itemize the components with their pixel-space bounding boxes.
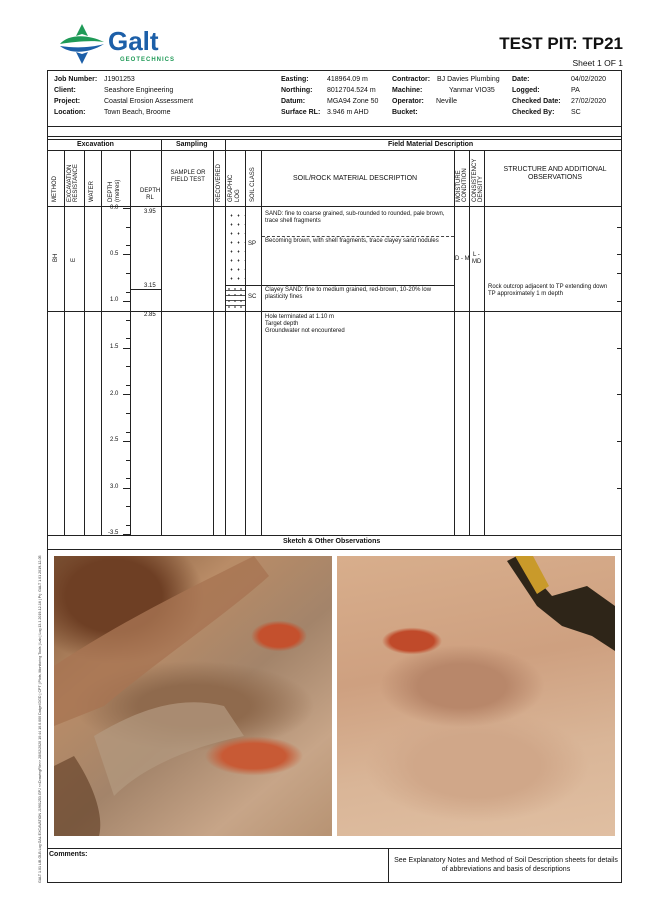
termination-note: Groundwater not encountered [265, 328, 345, 334]
easting-label: Easting: [281, 76, 309, 83]
col-moisture: MOISTURE CONDITION [456, 168, 468, 202]
machine: Yanmar VIO35 [449, 87, 495, 94]
col-resistance: EXCAVATION RESISTANCE [67, 164, 79, 202]
surface-rl: 3.946 m AHD [327, 109, 369, 116]
galt-logo-icon [58, 22, 106, 66]
checked-by: SC [571, 109, 581, 116]
side-print-info: GALT 1.01 LIB.GLB Log GAL EXCAVATION J1901253.GPJ <<DrawingFile>> 28/02/2020 10:44 10.0.000 Datgel DGD | CPT | Plots, Monitoring Tools | Lab | Log 13.1 2019-12-16 | Prj: GALT 1.01 2019-12-05 [38, 555, 42, 883]
col-structure: STRUCTURE AND ADDITIONAL OBSERVATIONS [503, 166, 607, 181]
col-consistency: CONSISTENCY DENSITY [472, 158, 484, 202]
depth-tick-label: 2.5 [110, 437, 119, 443]
galt-logo-text: Galt [108, 26, 159, 56]
datum: MGA94 Zone 50 [327, 98, 379, 105]
checked-date-label: Checked Date: [512, 98, 561, 105]
comments-label: Comments: [49, 851, 88, 858]
site-photo-2 [337, 556, 615, 836]
location: Town Beach, Broome [104, 109, 171, 116]
surface-rl-label: Surface RL: [281, 109, 321, 116]
col-soil-class: SOIL CLASS [250, 167, 256, 202]
soil-class-sp: SP [248, 241, 257, 247]
depth-tick-label: 0.0 [110, 205, 119, 211]
photo-rock-ledge-icon [54, 556, 332, 836]
resistance-value: E [71, 257, 77, 262]
depth-tick-label: 0.5 [110, 251, 119, 257]
col-depth-metres: DEPTH (metres) [108, 179, 121, 202]
operator-label: Operator: [392, 98, 424, 105]
machine-label: Machine: [392, 87, 423, 94]
operator: Neville [436, 98, 458, 105]
moisture-value: D - M [455, 256, 470, 262]
soil-description: Clayey SAND: fine to medium grained, red-brown, 10-20% low plasticity fines [265, 287, 432, 300]
consistency-value: MD [472, 259, 482, 265]
col-depth-rl: DEPTH RL [140, 188, 161, 201]
depth-tick-label: 3.0 [110, 484, 119, 490]
project: Coastal Erosion Assessment [104, 98, 194, 105]
site-photo-1 [54, 556, 332, 836]
checked-date: 27/02/2020 [571, 98, 607, 105]
depth-tick-label: 1.0 [110, 297, 119, 303]
location-label: Location: [54, 109, 86, 116]
structure-observation: Rock outcrop adjacent to TP extending down TP approximately 1 m depth [488, 284, 608, 297]
checked-by-label: Checked By: [512, 109, 555, 116]
contractor-label: Contractor: [392, 76, 431, 83]
logged-label: Logged: [512, 87, 540, 94]
excavator-bucket-icon [337, 556, 615, 836]
contractor: BJ Davies Plumbing [437, 76, 500, 83]
col-method: METHOD [52, 176, 58, 202]
rl-value: 3.95 [144, 209, 156, 215]
termination-note: Hole terminated at 1.10 m [265, 314, 335, 320]
header-sampling: Sampling [176, 141, 208, 148]
job-number-label: Job Number: [54, 76, 98, 83]
graphic-log-sand [226, 208, 245, 285]
soil-description: Becoming brown, with shell fragments, trace clayey sand nodules [265, 238, 439, 244]
page-title: TEST PIT: TP21 [499, 34, 623, 53]
col-sample: SAMPLE OR FIELD TEST [170, 170, 206, 183]
project-label: Project: [54, 98, 81, 105]
header-excavation: Excavation [77, 141, 114, 148]
bucket-label: Bucket: [392, 109, 418, 116]
client-label: Client: [54, 87, 76, 94]
col-graphic-log: GRAPHIC LOG [228, 174, 241, 202]
soil-class-sc: SC [248, 294, 257, 300]
depth-tick-label: 1.5 [110, 344, 119, 350]
consistency-value: L - [473, 252, 480, 258]
easting: 418964.09 m [327, 76, 368, 83]
footer-note: See Explanatory Notes and Method of Soil Description sheets for details of abbreviations and basis of descriptions [394, 857, 618, 873]
sketch-title: Sketch & Other Observations [283, 538, 381, 545]
depth-tick-label: 2.0 [110, 391, 119, 397]
method-value: BH [53, 253, 59, 262]
col-water: WATER [89, 181, 95, 202]
datum-label: Datum: [281, 98, 306, 105]
job-number: J1901253 [104, 76, 135, 83]
date-label: Date: [512, 76, 530, 83]
northing-label: Northing: [281, 87, 313, 94]
rl-value: 3.15 [144, 283, 156, 289]
northing: 8012704.524 m [327, 87, 376, 94]
galt-logo-sub: GEOTECHNICS [120, 57, 176, 63]
graphic-log-clayey-sand [226, 286, 245, 310]
soil-description: SAND: fine to coarse grained, sub-rounded to rounded, pale brown, trace shell fragments [265, 211, 445, 224]
galt-logo [58, 22, 188, 68]
col-soil-desc: SOIL/ROCK MATERIAL DESCRIPTION [293, 175, 418, 182]
col-recovered: RECOVERED [216, 163, 222, 202]
client: Seashore Engineering [104, 87, 174, 94]
header-field-material: Field Material Description [388, 141, 474, 148]
logged: PA [571, 87, 580, 94]
sheet-number: Sheet 1 OF 1 [572, 58, 623, 68]
termination-note: Target depth [265, 321, 299, 327]
rl-value: 2.85 [144, 312, 156, 318]
date: 04/02/2020 [571, 76, 607, 83]
depth-tick-label: -3.5 [108, 530, 119, 536]
